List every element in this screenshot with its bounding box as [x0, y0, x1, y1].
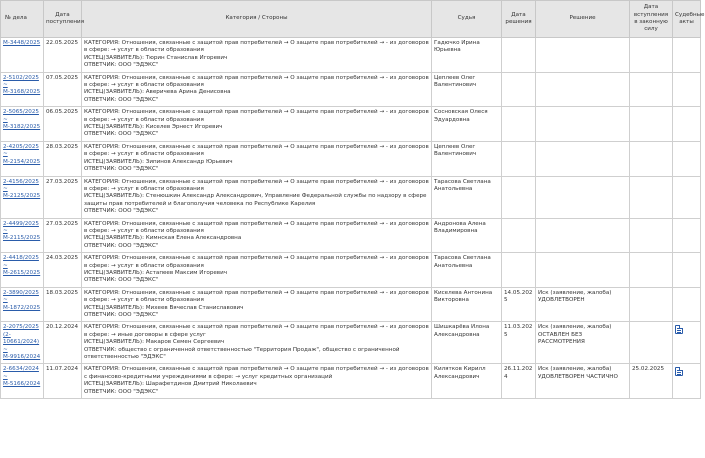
defendant-text: ОТВЕТЧИК: ООО "ЭДЭКС" [84, 388, 159, 395]
defendant-text: ОТВЕТЧИК: ООО "ЭДЭКС" [84, 242, 159, 249]
category-text: КАТЕГОРИЯ: Отношения, связанные с защитой прав потребителей → О защите прав потребителей → - из договоров в сфере: → услуг в области образования [84, 109, 431, 123]
plaintiff-text: ИСТЕЦ(ЗАЯВИТЕЛЬ): Шарафетдинов Дмитрий Николаевич [84, 381, 257, 388]
table-row [1, 253, 701, 288]
header-case: № дела [1, 1, 44, 38]
case-cell [1, 141, 44, 176]
judge-name: Цеплеев Олег Валентинович [432, 141, 502, 176]
judge-name: Шишкарёва Илона Александровна [432, 322, 502, 364]
acts-cell [673, 218, 701, 253]
defendant-text: ОТВЕТЧИК: ООО "ЭДЭКС" [84, 277, 159, 284]
category-cell [82, 287, 432, 322]
defendant-text: ОТВЕТЧИК: ООО "ЭДЭКС" [84, 96, 159, 103]
case-number-link[interactable]: 2-4418/2025 ~ М-2615/2025 [3, 255, 41, 276]
judge-name: Гадючко Ирина Юрьевна [432, 38, 502, 73]
received-date: 28.03.2025 [44, 141, 82, 176]
effective-date: 25.02.2025 [630, 364, 673, 399]
category-cell [82, 218, 432, 253]
case-cell [1, 72, 44, 107]
acts-cell [673, 287, 701, 322]
received-date: 27.03.2025 [44, 218, 82, 253]
decision-date: 11.03.2025 [502, 322, 536, 364]
category-text: КАТЕГОРИЯ: Отношения, связанные с защитой прав потребителей → О защите прав потребителей → - из договоров в сфере: → иные договоры в сфере услуг [84, 324, 431, 338]
plaintiff-text: ИСТЕЦ(ЗАЯВИТЕЛЬ): Тюрин Станислав Игоревич [84, 54, 228, 61]
acts-cell [673, 176, 701, 218]
decision-date [502, 253, 536, 288]
acts-cell [673, 253, 701, 288]
case-cell [1, 176, 44, 218]
effective-date [630, 218, 673, 253]
category-text: КАТЕГОРИЯ: Отношения, связанные с защитой прав потребителей → О защите прав потребителей → - из договоров в сфере: → услуг в области образования [84, 255, 431, 269]
effective-date [630, 38, 673, 73]
acts-cell [673, 322, 701, 364]
table-header-row [1, 1, 701, 38]
case-number-link[interactable]: 2-4156/2025 ~ М-2125/2025 [3, 178, 41, 200]
table-row [1, 72, 701, 107]
table-row [1, 176, 701, 218]
decision-text [536, 176, 630, 218]
case-number-link[interactable]: 2-5065/2025 ~ М-3182/2025 [3, 109, 41, 131]
case-cell [1, 107, 44, 142]
received-date: 22.05.2025 [44, 38, 82, 73]
case-cell [1, 253, 44, 288]
case-number-link[interactable]: 2-4205/2025 ~ М-2154/2025 [3, 143, 41, 165]
defendant-text: ОТВЕТЧИК: ООО "ЭДЭКС" [84, 208, 159, 215]
plaintiff-text: ИСТЕЦ(ЗАЯВИТЕЛЬ): Зипинов Александр Юрьевич [84, 158, 233, 165]
category-text: КАТЕГОРИЯ: Отношения, связанные с защитой прав потребителей → О защите прав потребителей → - из договоров в сфере: → услуг в области образования [84, 289, 431, 304]
acts-cell [673, 72, 701, 107]
table-row [1, 141, 701, 176]
defendant-text: ОТВЕТЧИК: ООО "ЭДЭКС" [84, 166, 159, 173]
table-row [1, 107, 701, 142]
received-date: 07.05.2025 [44, 72, 82, 107]
plaintiff-text: ИСТЕЦ(ЗАЯВИТЕЛЬ): Стенюшкин Александр Александрович, Управление Федеральной службы по надзору в сфере защиты прав потребителей и благополучия человека по Республике Карелия [84, 193, 429, 207]
decision-date [502, 107, 536, 142]
document-icon[interactable] [675, 367, 683, 376]
defendant-text: ОТВЕТЧИК: ООО "ЭДЭКС" [84, 62, 159, 69]
case-cell [1, 287, 44, 322]
category-cell [82, 107, 432, 142]
category-cell [82, 141, 432, 176]
defendant-text: ОТВЕТЧИК: ООО "ЭДЭКС" [84, 312, 159, 318]
decision-text [536, 253, 630, 288]
case-cell [1, 218, 44, 253]
case-number-link[interactable]: 2-6634/2024 ~ М-5166/2024 [3, 366, 41, 388]
judge-name: Киселева Антонина Викторовна [432, 287, 502, 322]
decision-text [536, 38, 630, 73]
plaintiff-text: ИСТЕЦ(ЗАЯВИТЕЛЬ): Киселев Эрнест Игоревич [84, 124, 223, 131]
category-cell [82, 322, 432, 364]
plaintiff-text: ИСТЕЦ(ЗАЯВИТЕЛЬ): Астапеев Максим Игоревич [84, 269, 228, 276]
decision-date [502, 176, 536, 218]
defendant-text: ОТВЕТЧИК: общество с ограниченной ответственностью "Территория Продаж", общество с ограниченной ответственностью "ЭДЭКС" [84, 346, 402, 361]
plaintiff-text: ИСТЕЦ(ЗАЯВИТЕЛЬ): Аверичева Арина Денисовна [84, 89, 231, 96]
category-text: КАТЕГОРИЯ: Отношения, связанные с защитой прав потребителей → О защите прав потребителей → - из договоров в сфере: → услуг в области образования [84, 220, 431, 234]
category-cell [82, 364, 432, 399]
header-effective: Дата вступления в законную силу [630, 1, 673, 38]
effective-date [630, 176, 673, 218]
case-cell [1, 322, 44, 364]
judge-name: Тарасова Светлана Анатольевна [432, 176, 502, 218]
table-row [1, 322, 701, 364]
category-text: КАТЕГОРИЯ: Отношения, связанные с защитой прав потребителей → О защите прав потребителей → - из договоров в сфере: → услуг в области образования [84, 143, 431, 158]
defendant-text: ОТВЕТЧИК: ООО "ЭДЭКС" [84, 131, 159, 138]
acts-cell [673, 364, 701, 399]
decision-text [536, 72, 630, 107]
effective-date [630, 322, 673, 364]
header-judge: Судья [432, 1, 502, 38]
category-text: КАТЕГОРИЯ: Отношения, связанные с защитой прав потребителей → О защите прав потребителей → - из договоров с финансово-кредитными учреждениями в сфере: → услуг кредитных организаций [84, 366, 431, 380]
received-date: 27.03.2025 [44, 176, 82, 218]
decision-text [536, 141, 630, 176]
judge-name: Килятков Кирилл Александрович [432, 364, 502, 399]
plaintiff-text: ИСТЕЦ(ЗАЯВИТЕЛЬ): Макаров Семен Сергеевич [84, 339, 225, 346]
decision-date [502, 38, 536, 73]
decision-date [502, 141, 536, 176]
header-decision-date: Дата решения [502, 1, 536, 38]
header-received: Дата поступления [44, 1, 82, 38]
table-row [1, 364, 701, 399]
header-acts: Судебные акты [673, 1, 701, 38]
acts-cell [673, 141, 701, 176]
table-row [1, 38, 701, 73]
decision-text [536, 218, 630, 253]
decision-date [502, 218, 536, 253]
effective-date [630, 141, 673, 176]
case-number-link[interactable]: 2-4499/2025 ~ М-2115/2025 [3, 220, 41, 242]
effective-date [630, 253, 673, 288]
category-text: КАТЕГОРИЯ: Отношения, связанные с защитой прав потребителей → О защите прав потребителей → - из договоров в сфере: → услуг в области образования [84, 178, 431, 192]
case-cell [1, 38, 44, 73]
judge-name: Андронова Алена Владимировна [432, 218, 502, 253]
case-number-link[interactable]: 2-5102/2025 ~ М-3168/2025 [3, 74, 41, 96]
effective-date [630, 287, 673, 322]
plaintiff-text: ИСТЕЦ(ЗАЯВИТЕЛЬ): Кимнская Елена Александровна [84, 235, 242, 242]
acts-cell [673, 38, 701, 73]
category-cell [82, 72, 432, 107]
category-text: КАТЕГОРИЯ: Отношения, связанные с защитой прав потребителей → О защите прав потребителей → - из договоров в сфере: → услуг в области образования [84, 40, 431, 54]
received-date: 24.03.2025 [44, 253, 82, 288]
case-number-link[interactable]: 2-2075/2025 (2-10661/2024) ~ М-9916/2024 [3, 324, 41, 361]
judge-name: Цеплеев Олег Валентинович [432, 72, 502, 107]
document-icon[interactable] [675, 325, 683, 334]
plaintiff-text: ИСТЕЦ(ЗАЯВИТЕЛЬ): Михеев Вячеслав Станиславович [84, 304, 244, 311]
received-date: 18.03.2025 [44, 287, 82, 322]
decision-date [502, 72, 536, 107]
judge-name: Сосновская Олеся Эдуардовна [432, 107, 502, 142]
header-category: Категория / Стороны [82, 1, 432, 38]
received-date: 06.05.2025 [44, 107, 82, 142]
decision-text: Иск (заявление, жалоба) УДОВЛЕТВОРЕН ЧАСТИЧНО [536, 364, 630, 399]
category-cell [82, 176, 432, 218]
table-row [1, 287, 701, 322]
effective-date [630, 72, 673, 107]
case-cell [1, 364, 44, 399]
case-number-link[interactable]: 2-3890/2025 ~ М-1872/2025 [3, 289, 41, 311]
decision-text [536, 107, 630, 142]
table-row [1, 218, 701, 253]
decision-date: 26.11.2024 [502, 364, 536, 399]
header-decision: Решение [536, 1, 630, 38]
acts-cell [673, 107, 701, 142]
effective-date [630, 107, 673, 142]
case-number-link[interactable]: М-3448/2025 [3, 40, 41, 46]
decision-text: Иск (заявление, жалоба) ОСТАВЛЕН БЕЗ РАССМОТРЕНИЯ [536, 322, 630, 364]
received-date: 11.07.2024 [44, 364, 82, 399]
received-date: 20.12.2024 [44, 322, 82, 364]
decision-text: Иск (заявление, жалоба) УДОВЛЕТВОРЕН [536, 287, 630, 322]
judge-name: Тарасова Светлана Анатольевна [432, 253, 502, 288]
category-cell [82, 253, 432, 288]
category-text: КАТЕГОРИЯ: Отношения, связанные с защитой прав потребителей → О защите прав потребителей → - из договоров в сфере: → услуг в области образования [84, 74, 431, 89]
decision-date: 14.05.2025 [502, 287, 536, 322]
category-cell [82, 38, 432, 73]
